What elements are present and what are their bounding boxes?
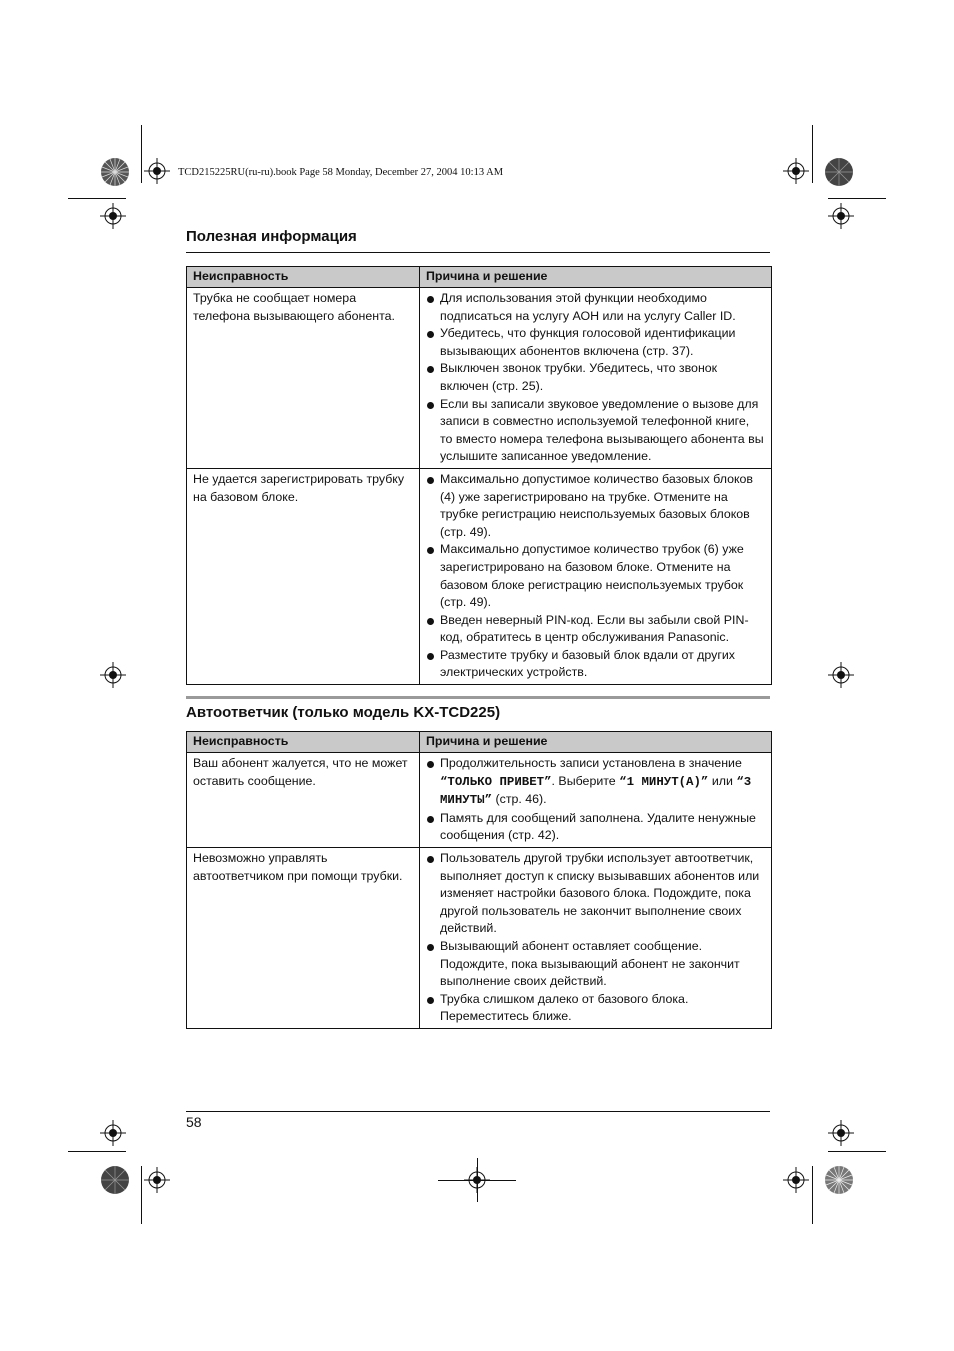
bullet-icon <box>427 618 434 625</box>
registration-mark-icon <box>828 662 854 688</box>
solution-item: Выключен звонок трубки. Убедитесь, что звонок включен (стр. 25). <box>426 360 765 395</box>
solution-item: Разместите трубку и базовый блок вдали от других электрических устройств. <box>426 647 765 682</box>
column-header-problem: Неисправность <box>187 267 420 288</box>
solution-cell <box>420 847 772 1028</box>
solution-item: Введен неверный PIN-код. Если вы забыли свой PIN-код, обратитесь в центр обслуживания Panasonic. <box>426 612 765 647</box>
table-header-row <box>187 732 772 753</box>
starburst-mark-icon <box>100 157 130 187</box>
solution-cell <box>420 468 772 684</box>
starburst-mark-icon <box>824 157 854 187</box>
registration-mark-icon <box>144 1167 170 1193</box>
page-number: 58 <box>186 1114 202 1130</box>
bullet-icon <box>427 296 434 303</box>
solution-item: Максимально допустимое количество трубок (6) уже зарегистрировано на базовом блоке. Отмените на базовом блоке регистрацию неиспользуемых трубок (стр. 49). <box>426 541 765 611</box>
problem-cell: Не удается зарегистрировать трубку на базовом блоке. <box>187 468 420 684</box>
bullet-icon <box>427 547 434 554</box>
problem-cell: Трубка не сообщает номера телефона вызывающего абонента. <box>187 288 420 469</box>
bullet-icon <box>427 816 434 823</box>
solution-item: Трубка слишком далеко от базового блока. Переместитесь ближе. <box>426 991 765 1026</box>
table-row <box>187 468 772 684</box>
bullet-icon <box>427 944 434 951</box>
display-text: “ТОЛЬКО ПРИВЕТ” <box>440 774 552 789</box>
registration-mark-icon <box>144 158 170 184</box>
registration-mark-icon <box>100 662 126 688</box>
starburst-mark-icon <box>824 1165 854 1195</box>
solution-item: Продолжительность записи установлена в значение “ТОЛЬКО ПРИВЕТ”. Выберите “1 МИНУТ(А)” или “3 МИНУТЫ” (стр. 46). <box>426 755 765 810</box>
bullet-icon <box>427 997 434 1004</box>
footer-rule <box>186 1111 770 1112</box>
bullet-icon <box>427 366 434 373</box>
bullet-icon <box>427 856 434 863</box>
display-text: “3 МИНУТЫ” <box>440 774 752 808</box>
solution-item: Для использования этой функции необходимо подписаться на услугу АОН или на услугу Caller ID. <box>426 290 765 325</box>
solution-item: Если вы записали звуковое уведомление о вызове для записи в совместно используемой телефонной книге, то вместо номера телефона вызывающего абонента вы услышите записанное уведомление. <box>426 396 765 466</box>
starburst-mark-icon <box>100 1165 130 1195</box>
registration-mark-icon <box>100 1120 126 1146</box>
troubleshooting-table-handset <box>186 266 772 685</box>
section-divider <box>186 696 770 699</box>
registration-mark-icon <box>828 203 854 229</box>
problem-cell: Невозможно управлять автоответчиком при помощи трубки. <box>187 847 420 1028</box>
registration-mark-icon <box>783 1167 809 1193</box>
bullet-icon <box>427 653 434 660</box>
troubleshooting-table-answering-machine <box>186 731 772 1029</box>
column-header-solution: Причина и решение <box>420 732 772 753</box>
problem-cell: Ваш абонент жалуется, что не может оставить сообщение. <box>187 753 420 848</box>
table-header-row <box>187 267 772 288</box>
solution-cell <box>420 288 772 469</box>
solution-item: Убедитесь, что функция голосовой идентификации вызывающих абонентов включена (стр. 37). <box>426 325 765 360</box>
column-header-problem: Неисправность <box>187 732 420 753</box>
bullet-icon <box>427 761 434 768</box>
table-row <box>187 753 772 848</box>
table-row <box>187 288 772 469</box>
solution-cell <box>420 753 772 848</box>
print-header: TCD215225RU(ru-ru).book Page 58 Monday, December 27, 2004 10:13 AM <box>178 167 504 178</box>
section-rule <box>186 252 770 253</box>
section-title-answering-machine: Автоответчик (только модель KX-TCD225) <box>186 704 501 721</box>
column-header-solution: Причина и решение <box>420 267 772 288</box>
solution-item: Память для сообщений заполнена. Удалите ненужные сообщения (стр. 42). <box>426 810 765 845</box>
display-text: “1 МИНУТ(А)” <box>619 774 709 789</box>
solution-item: Пользователь другой трубки использует автоответчик, выполняет доступ к списку вызывавших абонентов или изменяет настройки базового блока. Подождите, пока другой пользователь не закончит выполнение своих действий. <box>426 850 765 938</box>
section-title-useful-info: Полезная информация <box>186 228 357 245</box>
registration-mark-icon <box>100 203 126 229</box>
registration-mark-icon <box>828 1120 854 1146</box>
bullet-icon <box>427 331 434 338</box>
solution-item: Максимально допустимое количество базовых блоков (4) уже зарегистрировано на трубке. Отмените на трубке регистрацию неиспользуемых базовых блоков (стр. 49). <box>426 471 765 541</box>
bullet-icon <box>427 477 434 484</box>
solution-item: Вызывающий абонент оставляет сообщение. Подождите, пока вызывающий абонент не закончит выполнение своих действий. <box>426 938 765 991</box>
table-row <box>187 847 772 1028</box>
bullet-icon <box>427 402 434 409</box>
registration-mark-icon <box>783 158 809 184</box>
